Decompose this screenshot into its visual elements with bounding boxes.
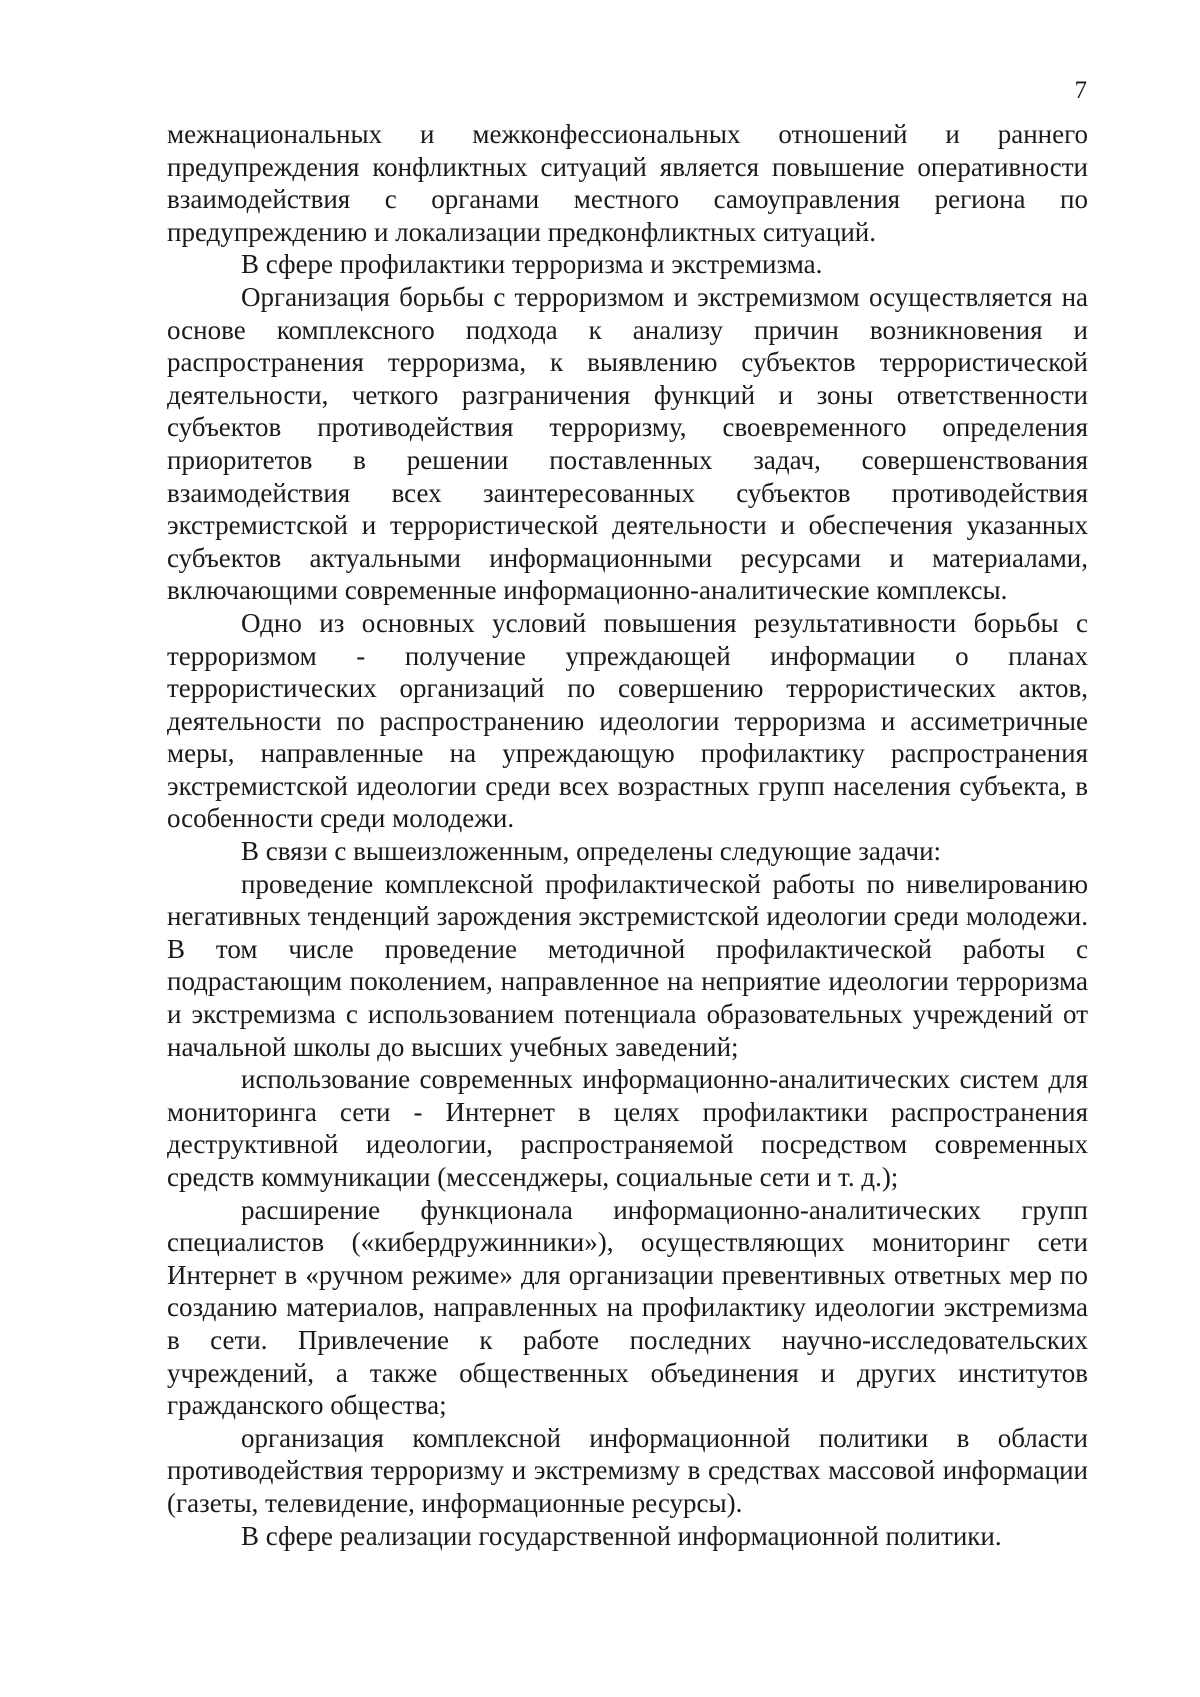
task-item-information-policy: организация комплексной информационной политики в области противодействия терроризму и экстремизму в средствах массовой информации (газеты, телевидение, информационные ресурсы).: [167, 1422, 1088, 1518]
paragraph-continuation: межнациональных и межконфессиональных отношений и раннего предупреждения конфликтных ситуаций является повышение оперативности взаимодействия с органами местного самоуправления региона по предупреждению и локализации предконфликтных ситуаций.: [167, 119, 1088, 247]
paragraph-organization: Организация борьбы с терроризмом и экстремизмом осуществляется на основе комплексного подхода к анализу причин возникновения и распространения терроризма, к выявлению субъектов террористической деятельности, четкого разграничения функций и зоны ответственности субъектов противодействия терроризму, своевременного определения приоритетов в решении поставленных задач, совершенствования взаимодействия всех заинтересованных субъектов противодействия экстремистской и террористической деятельности и обеспечения указанных субъектов актуальными информационными ресурсами и материалами, включающими современные информационно-аналитические комплексы.: [167, 281, 1088, 606]
document-body: [167, 118, 1088, 1552]
section-heading-terrorism-prevention: В сфере профилактики терроризма и экстремизма.: [241, 249, 823, 280]
page-number: 7: [1074, 77, 1087, 104]
section-heading-information-policy: В сфере реализации государственной информационной политики.: [241, 1520, 1002, 1551]
paragraph-tasks-intro: В связи с вышеизложенным, определены следующие задачи:: [241, 836, 942, 867]
paragraph-key-condition: Одно из основных условий повышения результативности борьбы с терроризмом - получение упреждающей информации о планах террористических организаций по совершению террористических актов, деятельности по распространению идеологии терроризма и ассиметричные меры, направленные на упреждающую профилактику распространения экстремистской идеологии среди всех возрастных групп населения субъекта, в особенности среди молодежи.: [167, 607, 1088, 834]
task-item-cyber-volunteers: расширение функционала информационно-аналитических групп специалистов («кибердружинники»), осуществляющих мониторинг сети Интернет в «ручном режиме» для организации превентивных ответных мер по созданию материалов, направленных на профилактику идеологии экстремизма в сети. Привлечение к работе последних научно-исследовательских учреждений, а также общественных объединения и других институтов гражданского общества;: [167, 1194, 1088, 1421]
task-item-monitoring-systems: использование современных информационно-аналитических систем для мониторинга сети - Интернет в целях профилактики распространения деструктивной идеологии, распространяемой посредством современных средств коммуникации (мессенджеры, социальные сети и т. д.);: [167, 1064, 1088, 1192]
task-item-prevention-work: проведение комплексной профилактической работы по нивелированию негативных тенденций зарождения экстремистской идеологии среди молодежи. В том числе проведение методичной профилактической работы с подрастающим поколением, направленное на неприятие идеологии терроризма и экстремизма с использованием потенциала образовательных учреждений от начальной школы до высших учебных заведений;: [167, 868, 1088, 1062]
